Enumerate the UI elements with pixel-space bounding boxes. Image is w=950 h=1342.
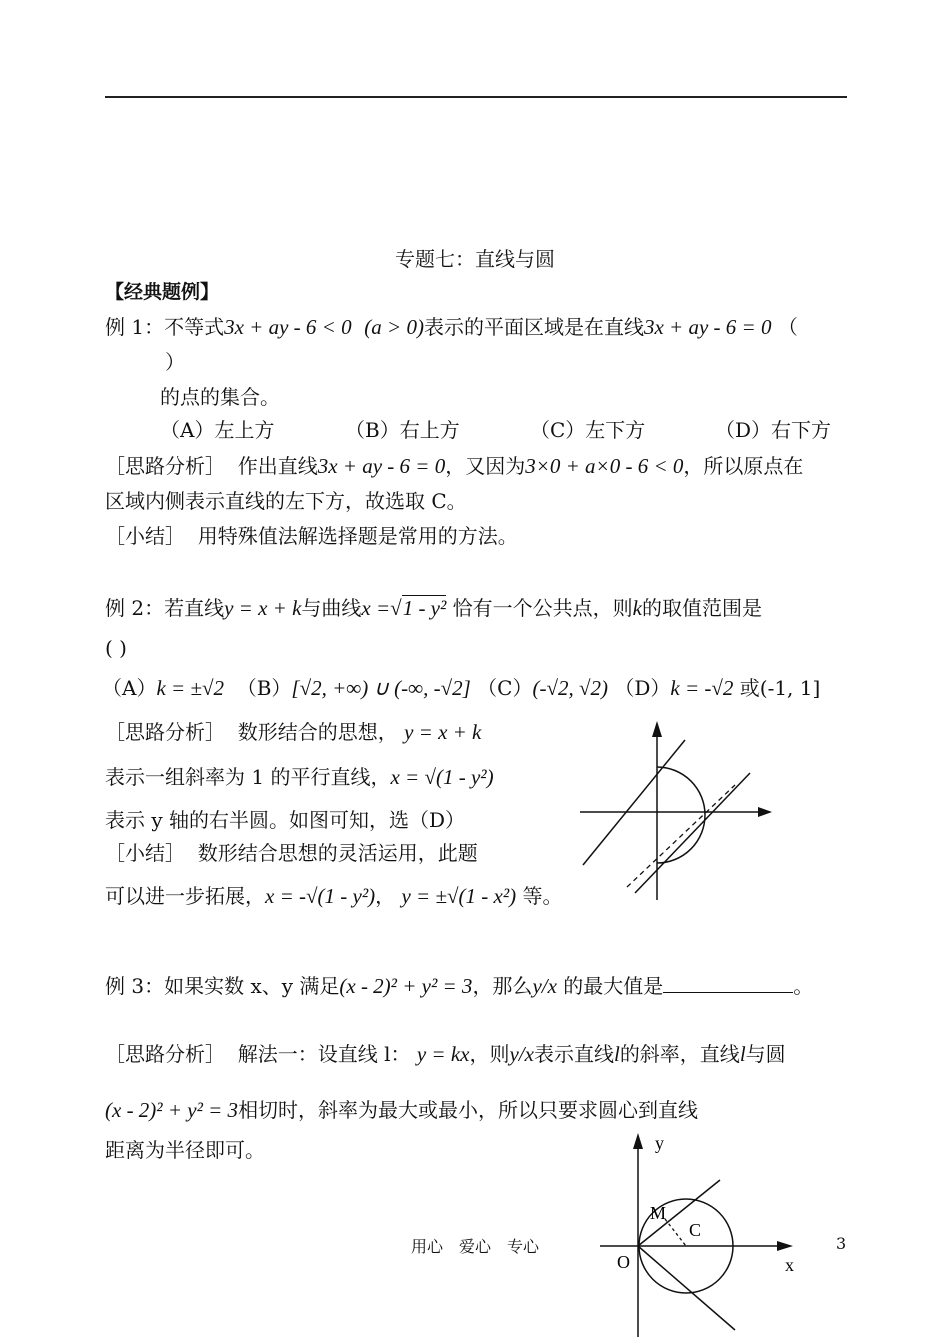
ex1-option-d: （D）右下方	[715, 418, 832, 442]
ex1-option-b: （B）右上方	[345, 418, 460, 442]
ex2-options: （A）k = ±√2 （B）[√2, +∞) ∪ (-∞, -√2] （C）(-√2, √2) （D）k = -√2 或(-1, 1]	[102, 676, 821, 700]
ex3-analysis: ［思路分析］ 解法一：设直线 l： y = kx，则y/x表示直线l的斜率，直线l与圆	[105, 1042, 786, 1066]
ex2-analysis: ［思路分析］ 数形结合的思想， y = x + k	[105, 720, 482, 744]
ex2-analysis-3: 表示 y 轴的右半圆。如图可知，选（D）	[105, 808, 466, 832]
tangent-line	[635, 773, 750, 893]
label-c: C	[689, 1220, 702, 1240]
ex2-question: 例 2：若直线y = x + k与曲线x =√1 - y² 恰有一个公共点，则k的取值范围是	[105, 596, 762, 620]
lower-tangent	[638, 1246, 735, 1330]
ex2-summary-2: 可以进一步拓展，x = -√(1 - y²)， y = ±√(1 - x²) 等。	[105, 884, 563, 908]
ex2-summary: ［小结］ 数形结合思想的灵活运用，此题	[105, 841, 478, 865]
page-title: 专题七：直线与圆	[395, 247, 555, 271]
right-semicircle	[657, 767, 705, 863]
ex1-close: ）	[165, 350, 185, 374]
header-rule	[105, 96, 847, 98]
ex1-analysis-2: 区域内侧表示直线的左下方，故选取 C。	[105, 489, 467, 513]
label-x: x	[785, 1255, 794, 1275]
x-axis-arrow-icon	[758, 807, 772, 817]
ex1-label: 例 1：不等式	[105, 315, 225, 339]
ex2-analysis-2: 表示一组斜率为 1 的平行直线，x = √(1 - y²)	[105, 765, 494, 789]
ex1-analysis: ［思路分析］ 作出直线3x + ay - 6 = 0，又因为3×0 + a×0 - 6 < 0，所以原点在	[105, 454, 804, 478]
ex1-cond: (a > 0)	[364, 315, 424, 339]
upper-line	[583, 740, 685, 865]
dashed-line	[627, 785, 735, 887]
ex1-question	[105, 313, 798, 341]
ex2-figure	[575, 715, 780, 905]
label-o: O	[617, 1252, 630, 1272]
label-y: y	[655, 1133, 664, 1153]
ex1-analysis-label: ［思路分析］	[105, 454, 225, 478]
ex1-mid: 表示的平面区域是在直线	[423, 315, 644, 339]
section-heading: 【经典题例】	[105, 281, 220, 303]
ex1-paren: （	[777, 315, 798, 339]
page-number: 3	[836, 1234, 847, 1253]
ex1-formula: 3x + ay - 6 < 0	[224, 315, 352, 339]
ex1-summary-label: ［小结］	[105, 524, 185, 548]
footer-motto: 用心 爱心 专心	[410, 1237, 539, 1256]
y-axis-arrow-icon	[652, 721, 662, 737]
ex2-paren: ( )	[105, 636, 127, 660]
ex3-analysis-3: 距离为半径即可。	[105, 1138, 265, 1162]
answer-blank[interactable]	[663, 972, 793, 993]
ex1-summary: ［小结］ 用特殊值法解选择题是常用的方法。	[105, 524, 518, 548]
ex1-option-c: （C）左下方	[530, 418, 646, 442]
ex3-analysis-2: (x - 2)² + y² = 3相切时，斜率为最大或最小，所以只要求圆心到直线	[105, 1098, 699, 1122]
ex1-option-a: （A）左上方	[160, 418, 275, 442]
y-axis-arrow-icon	[633, 1133, 643, 1149]
label-m: M	[650, 1203, 667, 1223]
ex1-tail: 的点的集合。	[160, 385, 280, 409]
ex3-question: 例 3：如果实数 x、y 满足(x - 2)² + y² = 3，那么y/x 的最大值是 。	[105, 974, 814, 998]
ex1-line: 3x + ay - 6 = 0	[643, 315, 772, 339]
